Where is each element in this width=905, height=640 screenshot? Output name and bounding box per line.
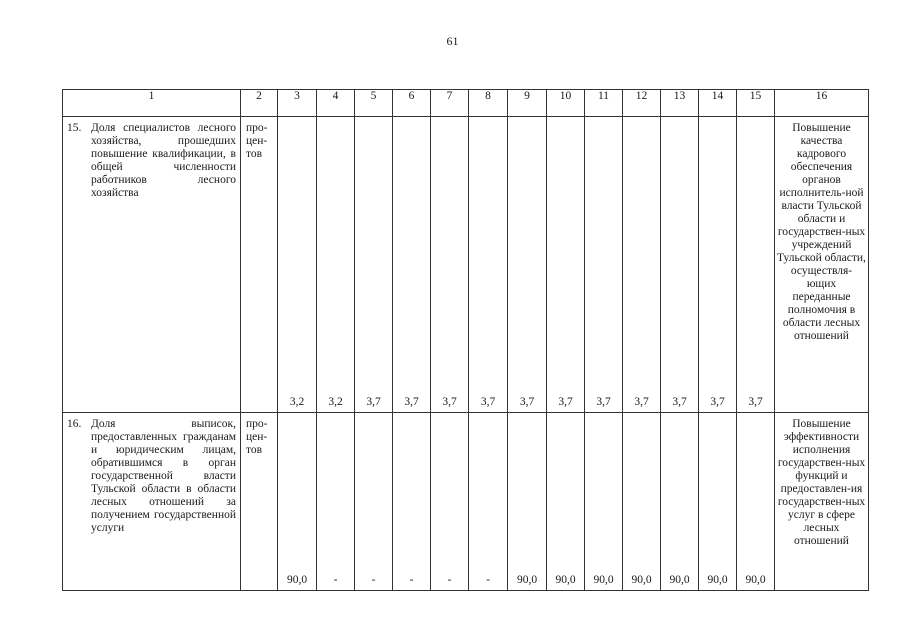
col-header: 12 [623, 90, 661, 117]
table-row [63, 413, 869, 591]
col-header: 8 [469, 90, 508, 117]
value-cell: 3,7 [623, 117, 661, 413]
col-header: 3 [278, 90, 317, 117]
value-cell: 90,0 [623, 413, 661, 591]
indicators-table [62, 89, 869, 591]
value-cell: - [469, 413, 508, 591]
value-cell: 3,7 [737, 117, 775, 413]
value-cell: 3,7 [355, 117, 393, 413]
value-cell: - [393, 413, 431, 591]
value-cell: 90,0 [585, 413, 623, 591]
table-row [63, 117, 869, 413]
value-cell: 90,0 [737, 413, 775, 591]
col-header: 9 [508, 90, 547, 117]
value-cell: 90,0 [278, 413, 317, 591]
value-cell: 3,7 [547, 117, 585, 413]
unit-cell: про-цен-тов [241, 117, 278, 413]
note-cell: Повышение качества кадрового обеспечения органов исполнитель-ной власти Тульской области и государствен-ных учреждений Тульской области, осуществля-ющих переданные полномочия в области лесных отношений [775, 117, 869, 413]
col-header: 11 [585, 90, 623, 117]
value-cell: 3,2 [317, 117, 355, 413]
col-header: 10 [547, 90, 585, 117]
unit-cell: про-цен-тов [241, 413, 278, 591]
value-cell: 3,7 [393, 117, 431, 413]
col-header: 7 [431, 90, 469, 117]
value-cell: 3,2 [278, 117, 317, 413]
indicator-name-cell [63, 413, 241, 591]
value-cell: 90,0 [508, 413, 547, 591]
col-header: 4 [317, 90, 355, 117]
page-number: 61 [446, 34, 459, 48]
value-cell: 3,7 [469, 117, 508, 413]
value-cell: 3,7 [661, 117, 699, 413]
col-header: 13 [661, 90, 699, 117]
value-cell: - [317, 413, 355, 591]
value-cell: 3,7 [508, 117, 547, 413]
col-header: 5 [355, 90, 393, 117]
note-cell: Повышение эффективности исполнения государствен-ных функций и предоставлен-ия государствен-ных услуг в сфере лесных отношений [775, 413, 869, 591]
header-row [63, 90, 869, 117]
indicator-name: Доля специалистов лесного хозяйства, прошедших повышение квалификации, в общей численности работников лесного хозяйства [91, 122, 236, 199]
col-header: 1 [63, 90, 241, 117]
col-header: 15 [737, 90, 775, 117]
row-number: 15. [67, 122, 82, 134]
value-cell: 90,0 [661, 413, 699, 591]
value-cell: 3,7 [431, 117, 469, 413]
col-header: 2 [241, 90, 278, 117]
value-cell: 3,7 [699, 117, 737, 413]
row-number: 16. [67, 418, 82, 430]
value-cell: 90,0 [547, 413, 585, 591]
value-cell: 90,0 [699, 413, 737, 591]
col-header: 6 [393, 90, 431, 117]
value-cell: 3,7 [585, 117, 623, 413]
value-cell: - [355, 413, 393, 591]
indicator-name: Доля выписок, предоставленных гражданам и юридическим лицам, обратившимся в орган государственной власти Тульской области в области лесных отношений за получением государственной услуги [91, 418, 236, 534]
value-cell: - [431, 413, 469, 591]
col-header: 16 [775, 90, 869, 117]
indicator-name-cell [63, 117, 241, 413]
col-header: 14 [699, 90, 737, 117]
